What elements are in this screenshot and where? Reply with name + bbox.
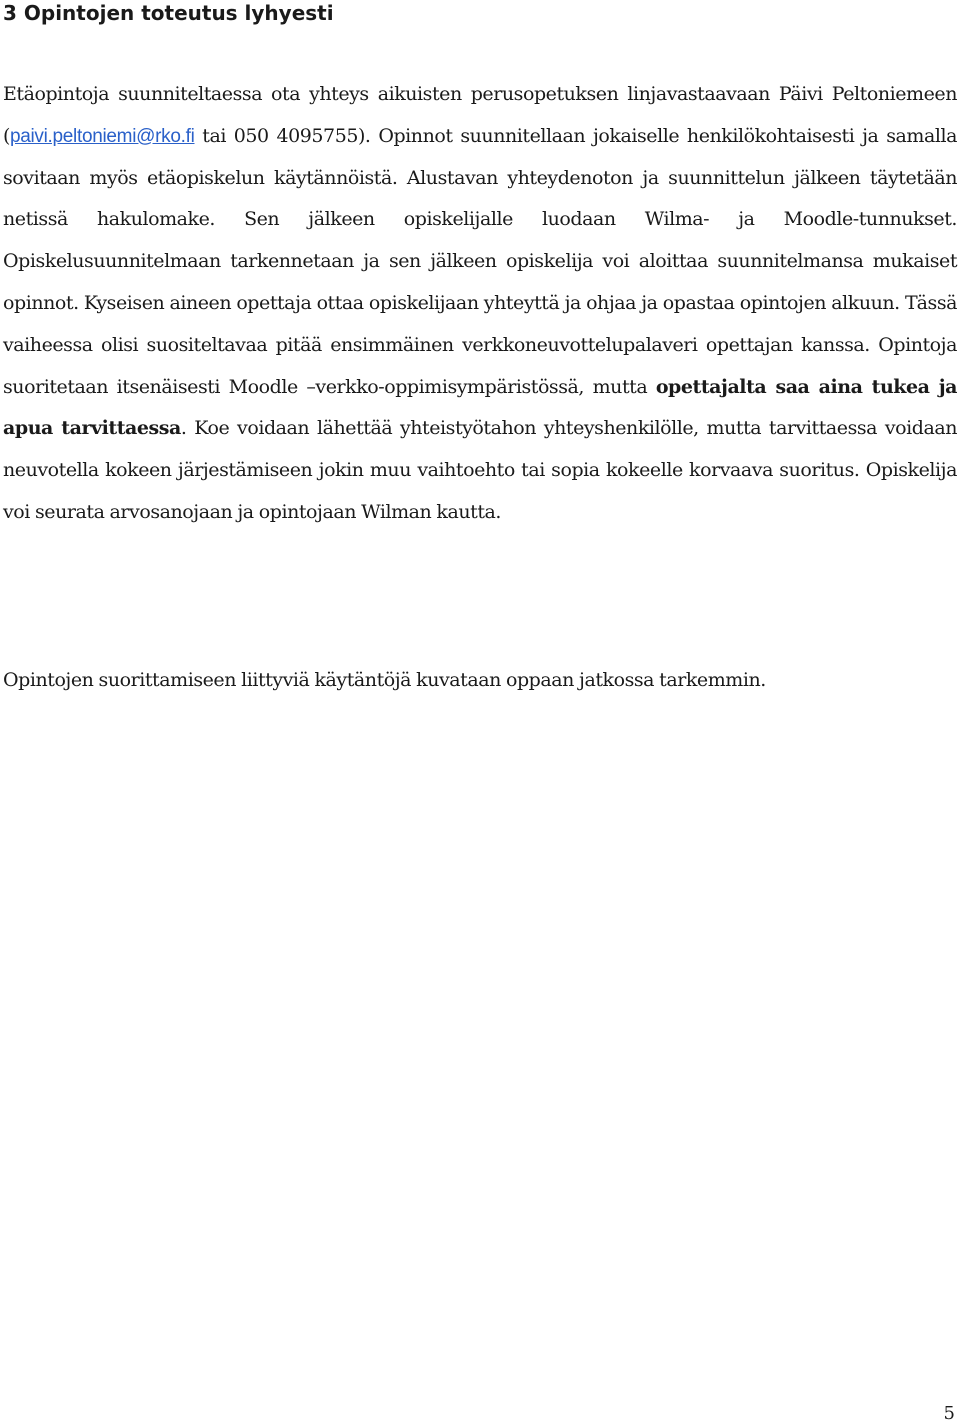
paragraph-text-body: tai 050 4095755). Opinnot suunnitellaan jokaiselle henkilökohtaisesti ja samalla sovitaan myös etäopiskelun käytännöistä. Alustavan yhteydenoton ja suunnittelun jälkeen täytetään netissä hakulomake. Sen jälkeen opiskelijalle luodaan Wilma- ja Moodle-tunnukset. Opiskelusuunnitelmaan tarkennetaan ja sen jälkeen opiskelija voi aloittaa suunnitelmansa mukaiset opinnot. Kyseisen aineen opettaja ottaa opiskelijaan yhteyttä ja ohjaa ja opastaa opintojen alkuun. Tässä vaiheessa olisi suositeltavaa pitää ensimmäinen verkkoneuvottelupalaveri opettajan kanssa. Opintoja suoritetaan itsenäisesti Moodle –verkko-oppimisympäristössä, mutta xyxy=(3,124,957,398)
emphasized-text: opettajalta saa aina tukea ja apua tarvittaessa xyxy=(3,375,957,440)
paragraph-text-end: . Koe voidaan lähettää yhteistyötahon yhteyshenkilölle, mutta tarvittaessa voidaan neuvotella kokeen järjestämiseen jokin muu vaihtoehto tai sopia kokeelle korvaava suoritus. Opiskelija voi seurata arvosanojaan ja opintojaan Wilman kautta. xyxy=(3,417,957,523)
email-link[interactable]: paivi.peltoniemi@rko.fi xyxy=(9,125,195,147)
page-number: 5 xyxy=(943,1403,955,1424)
paragraph-text-intro: Etäopintoja suunniteltaessa ota yhteys aikuisten perusopetuksen linjavastaavaan Päivi Peltoniemeen ( xyxy=(3,83,957,147)
closing-paragraph: Opintojen suorittamiseen liittyviä käytäntöjä kuvataan oppaan jatkossa tarkemmin. xyxy=(3,669,766,691)
section-heading: 3 Opintojen toteutus lyhyesti xyxy=(3,1,334,25)
main-paragraph xyxy=(3,74,957,534)
